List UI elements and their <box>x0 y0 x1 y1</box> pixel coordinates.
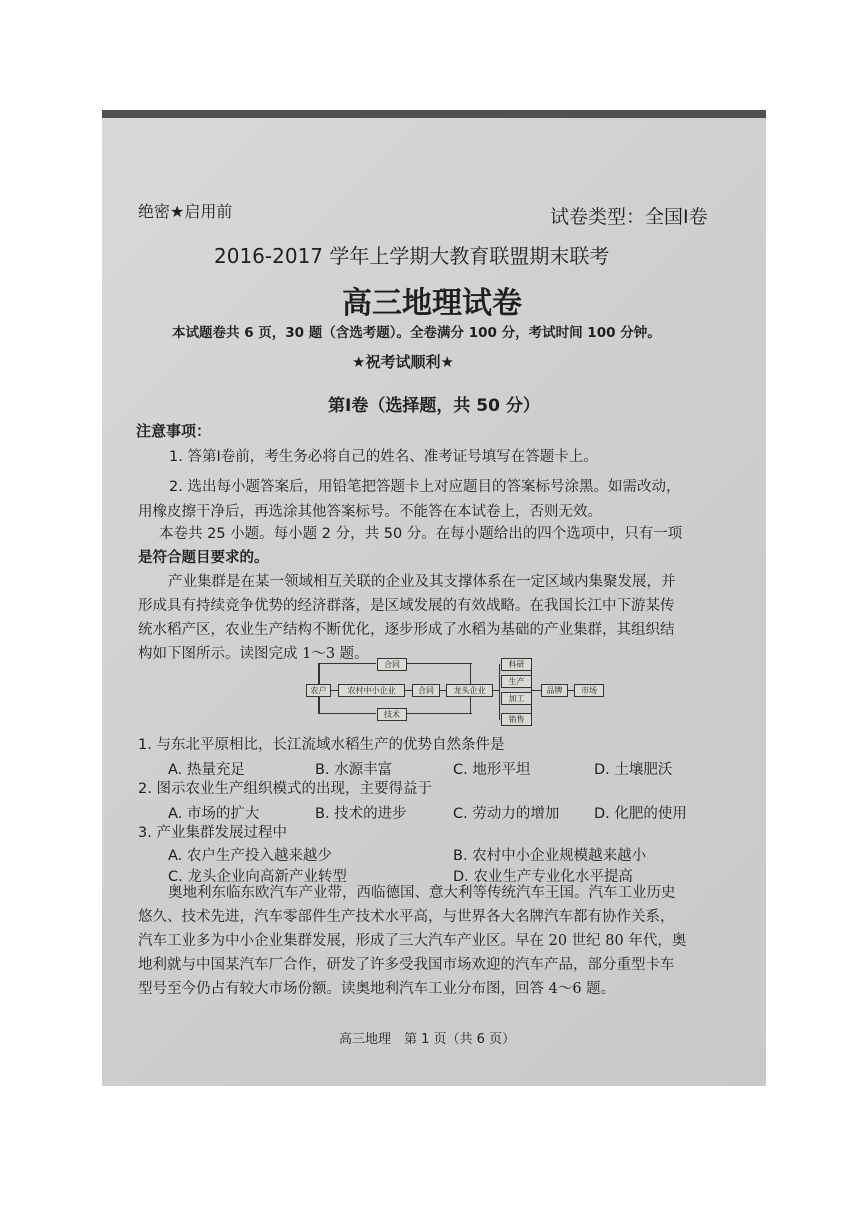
page-footer: 高三地理 第 1 页（共 6 页） <box>339 1032 516 1047</box>
contract-mid-box: 合同 <box>412 684 440 697</box>
question-2-option-c: C. 劳动力的增加 <box>453 806 560 822</box>
market-box: 市场 <box>574 684 604 697</box>
leading-enterprise-box: 龙头企业 <box>446 684 493 697</box>
question-1-stem: 1. 与东北平原相比，长江流域水稻生产的优势自然条件是 <box>138 737 505 753</box>
farmer-box: 农户 <box>306 684 331 697</box>
passage-2-line-3: 汽车工业多为中小企业集群发展，形成了三大汽车产业区。早在 20 世纪 80 年代，奥 <box>138 933 687 949</box>
question-3-option-c: C. 龙头企业向高新产业转型 <box>168 869 347 885</box>
processing-box: 加工 <box>501 692 532 705</box>
photo-top-edge <box>102 110 766 118</box>
question-1-option-b: B. 水源丰富 <box>315 762 393 778</box>
passage-1-line-2: 形成具有持续竞争优势的经济群落，是区域发展的有效战略。在我国长江中下游某传 <box>138 598 675 614</box>
question-3-option-d: D. 农业生产专业化水平提高 <box>453 869 633 885</box>
secret-label: 绝密★启用前 <box>138 202 233 221</box>
passage-1-line-3: 统水稻产区，农业生产结构不断优化，逐步形成了水稻为基础的产业集群，其组织结 <box>138 622 675 638</box>
paper-type: 试卷类型：全国Ⅰ卷 <box>550 206 708 228</box>
question-2-option-b: B. 技术的进步 <box>315 806 407 822</box>
exam-page-photo <box>102 110 766 1086</box>
note-2-line-1: 2. 选出每小题答案后，用铅笔把答题卡上对应题目的答案标号涂黑。如需改动， <box>169 479 681 495</box>
passage-1-line-4: 构如下图所示。读图完成 1～3 题。 <box>138 646 369 662</box>
intro-line-1: 本卷共 25 小题。每小题 2 分，共 50 分。在每小题给出的四个选项中，只有一项 <box>159 526 683 542</box>
question-2-option-d: D. 化肥的使用 <box>594 806 687 822</box>
passage-2-line-4: 地利就与中国某汽车厂合作，研发了许多受我国市场欢迎的汽车产品，部分重型卡车 <box>138 957 675 973</box>
exam-info: 本试题卷共 6 页，30 题（含选考题）。全卷满分 100 分，考试时间 100 分钟。 <box>172 325 661 341</box>
question-1-option-d: D. 土壤肥沃 <box>594 762 673 778</box>
section-title: 第Ⅰ卷（选择题，共 50 分） <box>328 396 540 416</box>
page-title: 高三地理试卷 <box>342 286 522 321</box>
question-1-option-a: A. 热量充足 <box>168 762 245 778</box>
question-3-option-a: A. 农户生产投入越来越少 <box>168 848 332 864</box>
intro-line-2: 是符合题目要求的。 <box>138 550 269 566</box>
rural-sme-box: 农村中小企业 <box>338 684 405 697</box>
note-2-line-2: 用橡皮擦干净后，再选涂其他答案标号。不能答在本试卷上，否则无效。 <box>138 504 602 520</box>
exam-name: 2016-2017 学年上学期大教育联盟期末联考 <box>214 244 610 268</box>
question-2-option-a: A. 市场的扩大 <box>168 806 260 822</box>
production-box: 生产 <box>501 675 532 688</box>
brand-box: 品牌 <box>541 684 568 697</box>
question-3-stem: 3. 产业集群发展过程中 <box>138 825 287 841</box>
passage-2-line-5: 型号至今仍占有较大市场份额。读奥地利汽车工业分布图，回答 4～6 题。 <box>138 981 616 997</box>
technology-box: 技术 <box>377 708 407 721</box>
notes-title: 注意事项： <box>136 422 212 440</box>
passage-1-line-1: 产业集群是在某一领域相互关联的企业及其支撑体系在一定区域内集聚发展，并 <box>168 574 676 590</box>
research-box: 科研 <box>501 658 532 671</box>
passage-2-line-2: 悠久、技术先进，汽车零部件生产技术水平高，与世界各大名牌汽车都有协作关系， <box>138 909 675 925</box>
question-3-option-b: B. 农村中小企业规模越来越小 <box>453 848 647 864</box>
good-luck: ★祝考试顺利★ <box>352 353 454 371</box>
industry-cluster-diagram <box>302 655 622 730</box>
passage-2-line-1: 奥地利东临东欧汽车产业带，西临德国、意大利等传统汽车王国。汽车工业历史 <box>168 885 676 901</box>
contract-top-box: 合同 <box>377 658 407 671</box>
question-1-option-c: C. 地形平坦 <box>453 762 531 778</box>
note-1: 1. 答第Ⅰ卷前，考生务必将自己的姓名、准考证号填写在答题卡上。 <box>169 449 598 465</box>
question-2-stem: 2. 图示农业生产组织模式的出现，主要得益于 <box>138 781 432 797</box>
sales-box: 销售 <box>501 713 532 726</box>
